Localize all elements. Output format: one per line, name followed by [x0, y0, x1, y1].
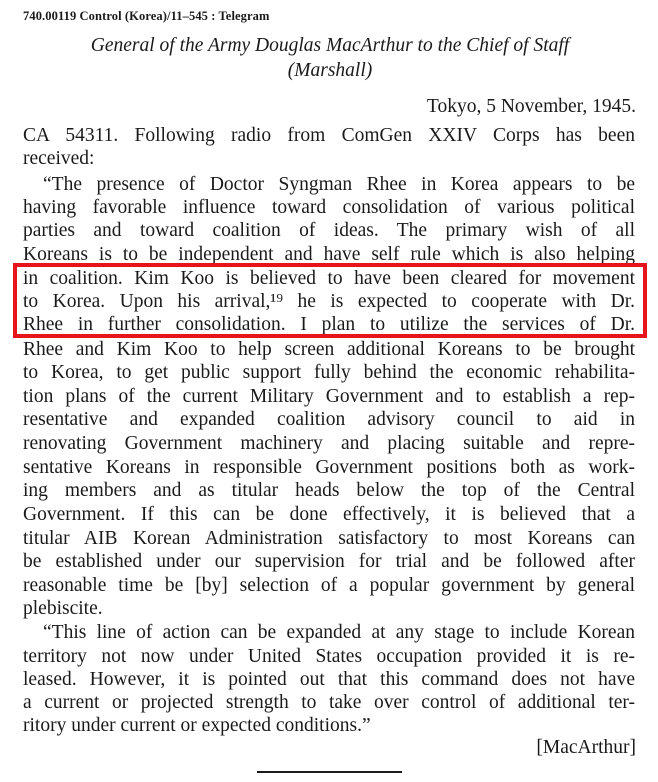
body-line: Government. If this can be done effectively, it is believed that a: [23, 504, 635, 525]
body-line: tion plans of the current Military Government and to establish a rep-: [23, 386, 635, 407]
body-line: to Korea. Upon his arrival,¹⁹ he is expected to cooperate with Dr.: [23, 291, 635, 312]
dateline: Tokyo, 5 November, 1945.: [426, 96, 636, 117]
body-line: territory not now under United States occupation provided it is re-: [23, 646, 635, 667]
body-line: CA 54311. Following radio from ComGen XXIV Corps has been: [23, 125, 635, 146]
body-line: plebiscite.: [23, 598, 103, 619]
signature: [MacArthur]: [536, 737, 636, 758]
body-line: ritory under current or expected conditions.”: [23, 715, 371, 736]
file-reference: 740.00119 Control (Korea)/11–545 : Telegram: [23, 9, 270, 23]
document-title: General of the Army Douglas MacArthur to the Chief of Staff: [90, 35, 570, 56]
document-title-addressee: (Marshall): [287, 60, 373, 81]
body-line: having favorable influence toward consolidation of various political: [23, 197, 635, 218]
body-line: be established under our supervision for trial and be followed after: [23, 551, 635, 572]
body-line: “The presence of Doctor Syngman Rhee in Korea appears to be: [43, 174, 635, 195]
body-line: Rhee and Kim Koo to help screen additional Koreans to be brought: [23, 339, 635, 360]
body-line: sentative Koreans in responsible Government positions both as work-: [23, 457, 635, 478]
body-line: ing members and as titular heads below the top of the Central: [23, 480, 635, 501]
body-line: Rhee in further consolidation. I plan to utilize the services of Dr.: [23, 314, 635, 335]
body-line: a current or projected strength to take over control of additional ter-: [23, 692, 635, 713]
body-line: Koreans is to be independent and have self rule which is also helping: [23, 244, 635, 265]
body-line: leased. However, it is pointed out that this command does not have: [23, 669, 635, 690]
body-line: renovating Government machinery and placing suitable and repre-: [23, 433, 635, 454]
body-line: reasonable time be [by] selection of a popular government by general: [23, 575, 635, 596]
body-line: received:: [23, 148, 95, 169]
body-line: in coalition. Kim Koo is believed to have been cleared for movement: [23, 268, 635, 289]
body-line: resentative and expanded coalition advisory council to aid in: [23, 409, 635, 430]
body-line: “This line of action can be expanded at any stage to include Korean: [43, 622, 635, 643]
body-line: titular AIB Korean Administration satisfactory to most Koreans can: [23, 528, 635, 549]
body-line: to Korea, to get public support fully behind the economic rehabilita-: [23, 362, 635, 383]
section-divider: [257, 771, 402, 773]
body-line: parties and toward coalition of ideas. The primary wish of all: [23, 220, 635, 241]
